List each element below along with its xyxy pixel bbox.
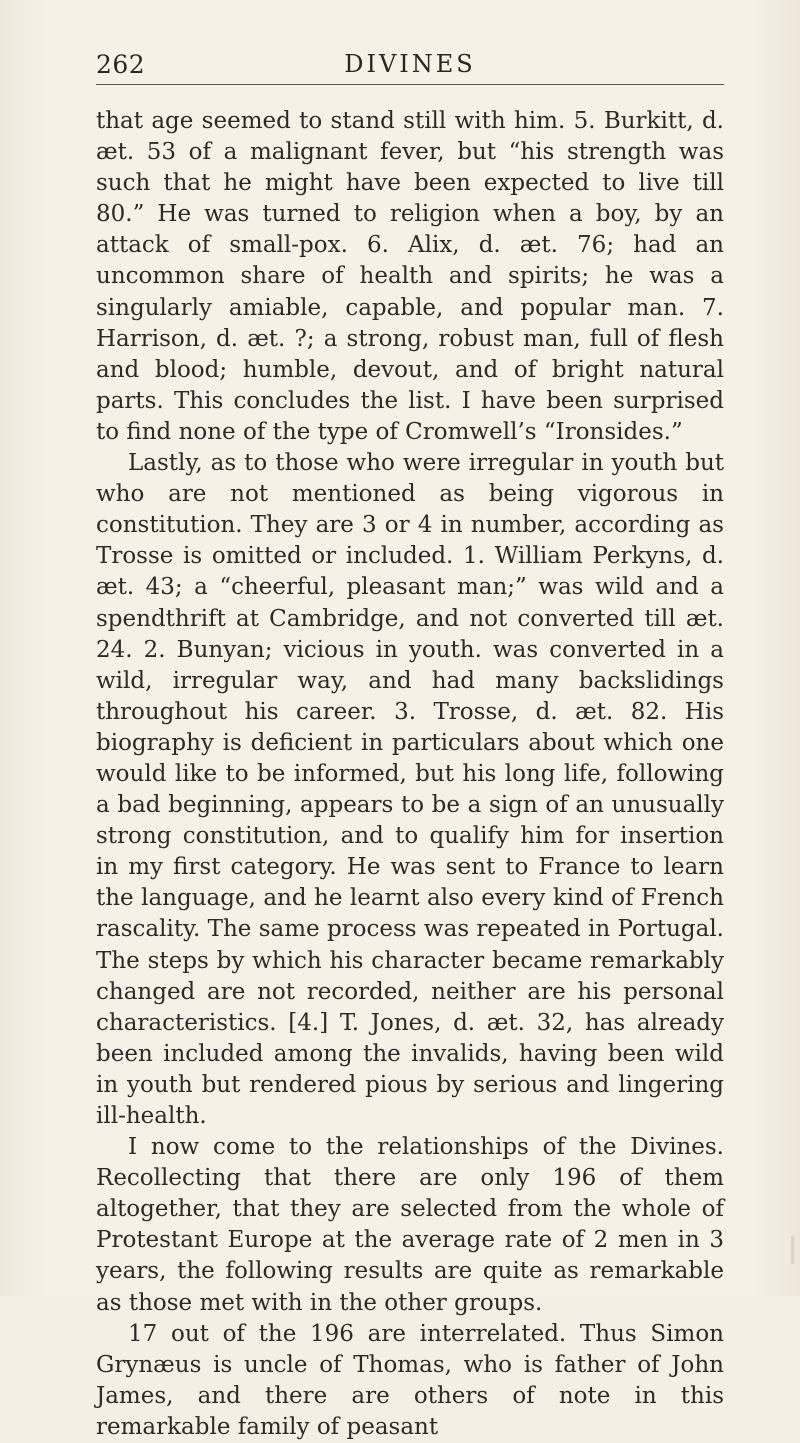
paragraph-1: that age seemed to stand still with him. 5. Burkitt, d. æt. 53 of a malignant fever, but “his strength was such that he might have been expected to live till 80.” He was turned to religion when a boy, by an attack of small-pox. 6. Alix, d. æt. 76; had an uncommon share of health and spirits; he was a singularly amiable, capable, and popular man. 7. Harrison, d. æt. ?; a strong, robust man, full of flesh and blood; humble, devout, and of bright natural parts. This concludes the list. I have been surprised to find none of the type of Cromwell’s “Ironsides.” [96,108,724,445]
page-header [96,50,724,94]
paragraph-3: I now come to the relationships of the Divines. Recollecting that there are only 196 of them altogether, that they are selected from the whole of Protestant Europe at the average rate of 2 men in 3 years, the following results are quite as remarkable as those met with in the other groups. [96,1134,724,1316]
page-number: 262 [96,50,146,79]
body-text [96,106,724,1443]
paragraph-2: Lastly, as to those who were irregular in youth but who are not mentioned as being vigorous in constitution. They are 3 or 4 in number, according as Trosse is omitted or included. 1. William Perkyns, d. æt. 43; a “cheerful, pleasant man;” was wild and a spendthrift at Cambridge, and not converted till æt. 24. 2. Bunyan; vicious in youth. was converted in a wild, irregular way, and had many backslidings throughout his career. 3. Trosse, d. æt. 82. His biography is deficient in particulars about which one would like to be informed, but his long life, following a bad beginning, appears to be a sign of an unusually strong constitution, and to qualify him for insertion in my first category. He was sent to France to learn the language, and he learnt also every kind of French rascality. The same process was repeated in Portugal. The steps by which his character became remarkably changed are not recorded, neither are his personal characteristics. [4.] T. Jones, d. æt. 32, has already been included among the invalids, having been wild in youth but rendered pious by serious and lingering ill-health. [96,450,724,1129]
running-head: DIVINES [344,50,476,78]
header-rule [96,84,724,85]
paragraph-4: 17 out of the 196 are interrelated. Thus Simon Grynæus is uncle of Thomas, who is father of John James, and there are others of note in this remarkable family of peasant [96,1320,724,1440]
edge-mark [791,1236,794,1264]
